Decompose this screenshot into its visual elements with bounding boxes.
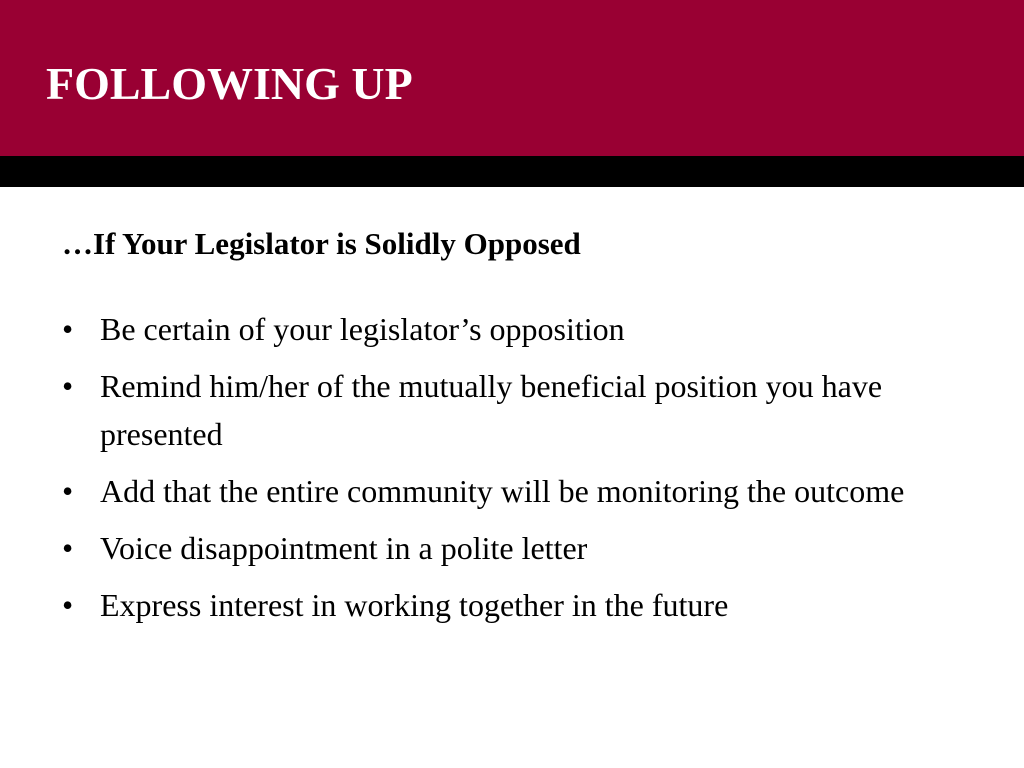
bullet-icon: • (62, 311, 74, 347)
header-rule (0, 156, 1024, 187)
bullet-item (56, 362, 976, 458)
bullet-item (56, 524, 976, 572)
bullet-item (56, 467, 976, 515)
slide-subtitle: …If Your Legislator is Solidly Opposed (62, 226, 581, 261)
bullet-icon: • (62, 587, 74, 623)
slide-title: FOLLOWING UP (46, 58, 413, 109)
bullet-text: Voice disappointment in a polite letter (100, 530, 588, 566)
bullet-text: Express interest in working together in the future (100, 587, 729, 623)
bullet-text: Be certain of your legislator’s opposition (100, 311, 625, 347)
bullet-text: Add that the entire community will be monitoring the outcome (100, 473, 905, 509)
bullet-list (56, 305, 976, 638)
bullet-icon: • (62, 530, 74, 566)
bullet-text: Remind him/her of the mutually beneficial position you have presented (100, 368, 883, 452)
bullet-icon: • (62, 368, 74, 404)
bullet-item (56, 305, 976, 353)
bullet-item (56, 581, 976, 629)
bullet-icon: • (62, 473, 74, 509)
